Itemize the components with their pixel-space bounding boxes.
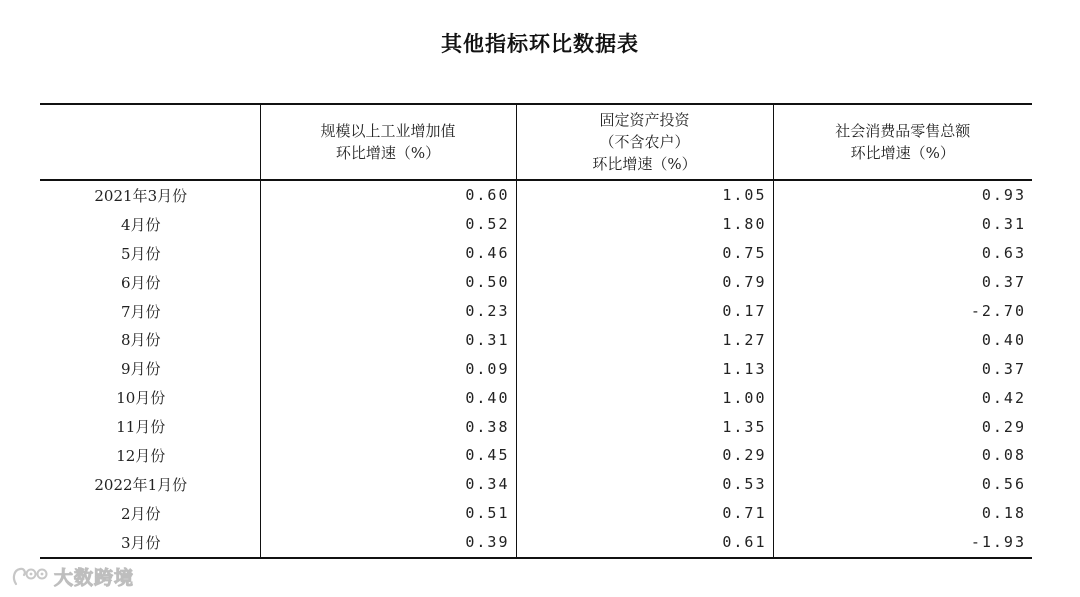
table-row (40, 239, 1032, 268)
header-investment-line-1: 固定资产投资 (599, 111, 690, 129)
period-cell: 3月份 (40, 528, 260, 558)
industry-cell: 0.23 (260, 297, 516, 326)
header-investment-line-3: 环比增速（%） (592, 155, 697, 173)
investment-cell: 1.35 (516, 412, 773, 441)
table-row (40, 412, 1032, 441)
investment-cell: 1.13 (516, 354, 773, 383)
header-investment-line-2: （不含农户） (599, 133, 690, 151)
header-retail (773, 104, 1032, 180)
header-industry-line-1: 规模以上工业增加值 (320, 122, 456, 140)
header-investment (516, 104, 773, 180)
page-title: 其他指标环比数据表 (441, 32, 639, 56)
table-row (40, 499, 1032, 528)
investment-cell: 1.80 (516, 210, 773, 239)
industry-cell: 0.46 (260, 239, 516, 268)
header-industry (260, 104, 516, 180)
period-cell: 2021年3月份 (94, 186, 188, 205)
period-cell: 12月份 (116, 446, 166, 465)
retail-cell: 0.31 (773, 210, 1032, 239)
industry-cell: 0.52 (260, 210, 516, 239)
retail-cell: 0.37 (773, 268, 1032, 297)
industry-cell: 0.40 (260, 383, 516, 412)
table-row (40, 354, 1032, 383)
retail-cell: -1.93 (773, 528, 1032, 558)
header-period (40, 104, 260, 180)
period-cell: 2022年1月份 (94, 475, 188, 494)
header-retail-line-1: 社会消费品零售总额 (835, 122, 971, 140)
retail-cell: 0.08 (773, 441, 1032, 470)
investment-cell: 0.53 (516, 470, 773, 499)
period-cell: 7月份 (120, 302, 161, 321)
investment-cell: 1.27 (516, 325, 773, 354)
investment-cell: 0.75 (516, 239, 773, 268)
table-row (40, 268, 1032, 297)
retail-cell: 0.42 (773, 383, 1032, 412)
period-cell: 6月份 (120, 273, 161, 292)
retail-cell: 0.56 (773, 470, 1032, 499)
retail-cell: 0.93 (773, 180, 1032, 210)
table-row (40, 441, 1032, 470)
table-row (40, 180, 1032, 210)
industry-cell: 0.60 (260, 180, 516, 210)
industry-cell: 0.31 (260, 325, 516, 354)
investment-cell: 0.71 (516, 499, 773, 528)
investment-cell: 0.61 (516, 528, 773, 558)
investment-cell: 1.00 (516, 383, 773, 412)
period-cell: 10月份 (116, 389, 166, 408)
table-row (40, 528, 1032, 558)
table-body (40, 180, 1032, 558)
watermark-text: 大数跨境 (54, 567, 135, 589)
industry-cell: 0.50 (260, 268, 516, 297)
period-cell: 5月份 (120, 244, 161, 263)
period-cell: 2月份 (120, 504, 161, 523)
investment-cell: 0.17 (516, 297, 773, 326)
table-row (40, 297, 1032, 326)
industry-cell: 0.09 (260, 354, 516, 383)
watermark (10, 563, 134, 590)
retail-cell: 0.63 (773, 239, 1032, 268)
period-cell: 11月份 (116, 418, 166, 437)
period-cell: 8月份 (120, 331, 161, 350)
table-row (40, 210, 1032, 239)
investment-cell: 1.05 (516, 180, 773, 210)
header-retail-line-2: 环比增速（%） (850, 144, 955, 162)
investment-cell: 0.29 (516, 441, 773, 470)
retail-cell: 0.29 (773, 412, 1032, 441)
retail-cell: 0.37 (773, 354, 1032, 383)
table-row (40, 325, 1032, 354)
industry-cell: 0.45 (260, 441, 516, 470)
table-header-row (40, 104, 1032, 180)
investment-cell: 0.79 (516, 268, 773, 297)
industry-cell: 0.39 (260, 528, 516, 558)
header-industry-line-2: 环比增速（%） (335, 144, 441, 162)
table-row (40, 470, 1032, 499)
period-cell: 9月份 (120, 360, 161, 379)
table-row (40, 383, 1032, 412)
retail-cell: -2.70 (773, 297, 1032, 326)
brand-logo-icon (10, 564, 50, 590)
industry-cell: 0.34 (260, 470, 516, 499)
indicator-table (40, 103, 1032, 559)
period-cell: 4月份 (120, 215, 161, 234)
retail-cell: 0.40 (773, 325, 1032, 354)
industry-cell: 0.51 (260, 499, 516, 528)
industry-cell: 0.38 (260, 412, 516, 441)
retail-cell: 0.18 (773, 499, 1032, 528)
